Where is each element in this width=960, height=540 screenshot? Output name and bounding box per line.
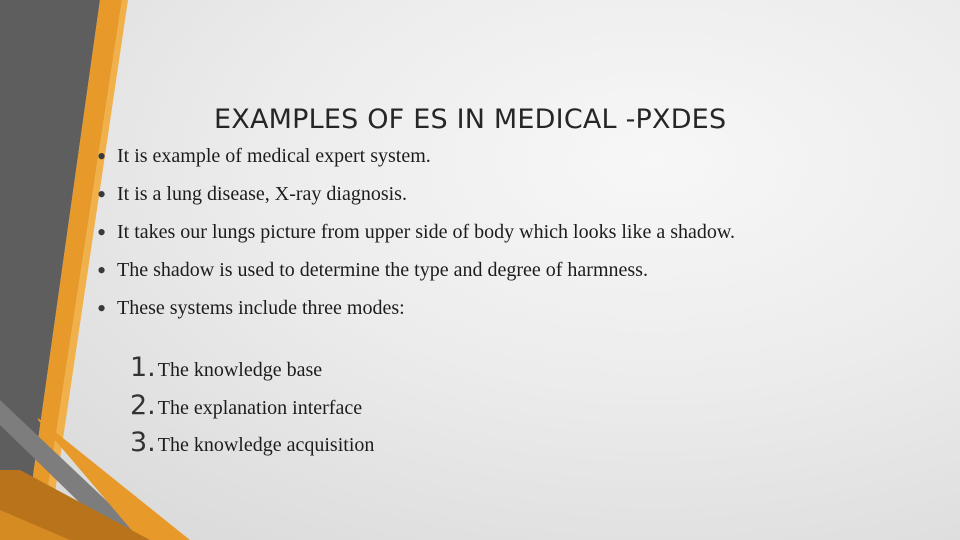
mode-item xyxy=(130,427,374,465)
bullet-list xyxy=(97,143,817,321)
bullet-dot: • xyxy=(97,256,107,285)
modes-list xyxy=(130,352,374,465)
mode-number: 2. xyxy=(130,389,156,421)
bullet-text: The shadow is used to determine the type and degree of harmness. xyxy=(117,259,648,281)
bullet-dot: • xyxy=(97,142,107,171)
bullet-dot: • xyxy=(97,218,107,247)
mode-item xyxy=(130,390,374,428)
mode-number: 1. xyxy=(130,352,156,383)
bullet-item xyxy=(97,219,817,245)
slide-title: EXAMPLES OF ES IN MEDICAL -PXDES xyxy=(214,104,727,135)
mode-item xyxy=(130,352,374,390)
mode-text: The knowledge base xyxy=(157,359,323,381)
bullet-item xyxy=(97,257,817,283)
mode-text: The explanation interface xyxy=(157,396,363,419)
bullet-text: It is example of medical expert system. xyxy=(117,145,431,167)
bullet-item xyxy=(97,181,817,207)
mode-number: 3. xyxy=(130,427,156,458)
bullet-item xyxy=(97,143,817,169)
bullet-text: These systems include three modes: xyxy=(117,297,405,319)
bullet-dot: • xyxy=(97,294,107,323)
bullet-text: It is a lung disease, X-ray diagnosis. xyxy=(117,183,407,205)
bullet-text: It takes our lungs picture from upper side of body which looks like a shadow. xyxy=(117,221,736,243)
bullet-dot: • xyxy=(97,180,107,209)
mode-text: The knowledge acquisition xyxy=(157,434,375,456)
bullet-item xyxy=(97,295,817,321)
